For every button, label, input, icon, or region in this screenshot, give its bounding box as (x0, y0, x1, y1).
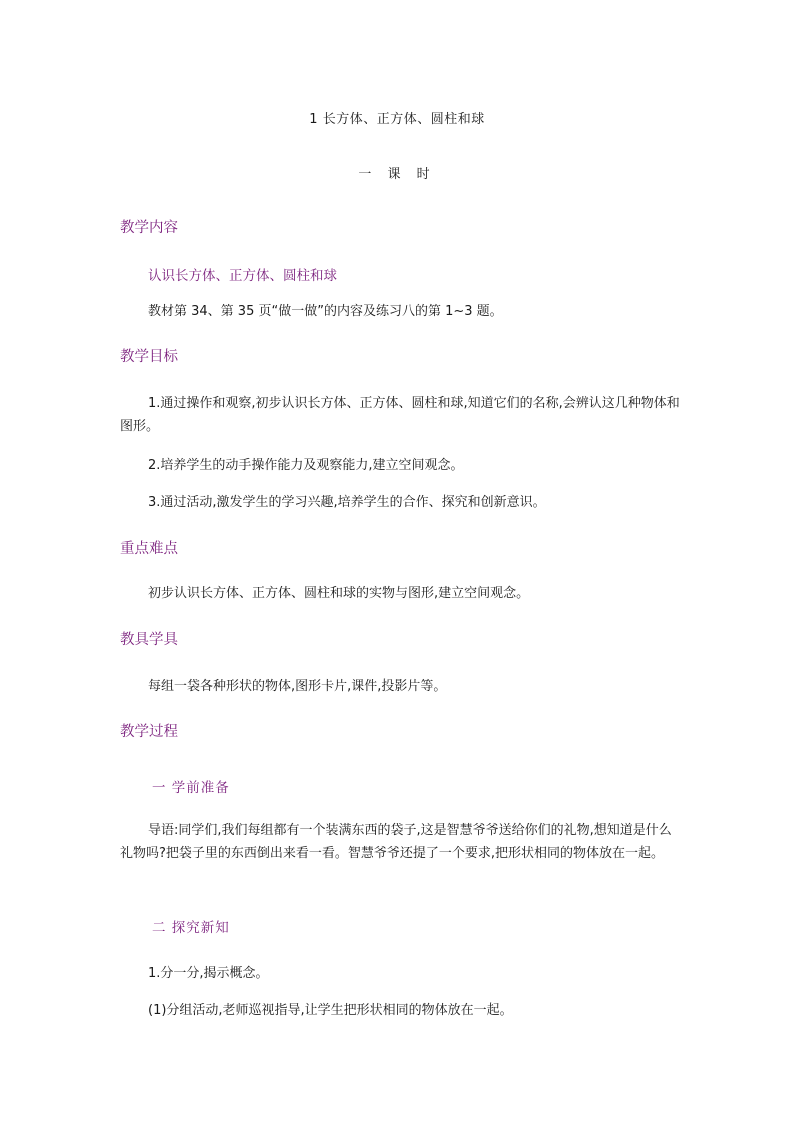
heading-key-points: 重点难点 (120, 541, 178, 557)
key-points-text: 初步认识长方体、正方体、圆柱和球的实物与图形,建立空间观念。 (148, 586, 530, 601)
heading-teaching-tools: 教具学具 (120, 632, 178, 648)
goal-item-2: 2.培养学生的动手操作能力及观察能力,建立空间观念。 (148, 458, 464, 473)
step-2-item-2: (1)分组活动,老师巡视指导,让学生把形状相同的物体放在一起。 (148, 1003, 513, 1018)
heading-teaching-process: 教学过程 (120, 724, 178, 740)
lesson-title: 1 长方体、正方体、圆柱和球 (309, 112, 485, 127)
lesson-subtitle: 一 课 时 (358, 167, 436, 182)
content-text: 教材第 34、第 35 页“做一做”的内容及练习八的第 1~3 题。 (148, 304, 503, 319)
heading-teaching-content: 教学内容 (120, 220, 178, 236)
step-1-text: 导语:同学们,我们每组都有一个装满东西的袋子,这是智慧爷爷送给你们的礼物,想知道是什么礼物吗?把袋子里的东西倒出来看一看。智慧爷爷还提了一个要求,把形状相同的物体放在一起。 (120, 823, 672, 861)
subheading-content-topic: 认识长方体、正方体、圆柱和球 (148, 268, 337, 284)
goal-item-3: 3.通过活动,激发学生的学习兴趣,培养学生的合作、探究和创新意识。 (148, 495, 546, 510)
step-2-heading: 二 探究新知 (152, 920, 230, 936)
goal-item-1: 1.通过操作和观察,初步认识长方体、正方体、圆柱和球,知道它们的名称,会辨认这几种物体和图形。 (120, 396, 680, 434)
heading-teaching-goals: 教学目标 (120, 349, 178, 365)
step-2-item-1: 1.分一分,揭示概念。 (148, 966, 269, 981)
teaching-tools-text: 每组一袋各种形状的物体,图形卡片,课件,投影片等。 (148, 679, 447, 694)
step-1-heading: 一 学前准备 (152, 780, 230, 796)
